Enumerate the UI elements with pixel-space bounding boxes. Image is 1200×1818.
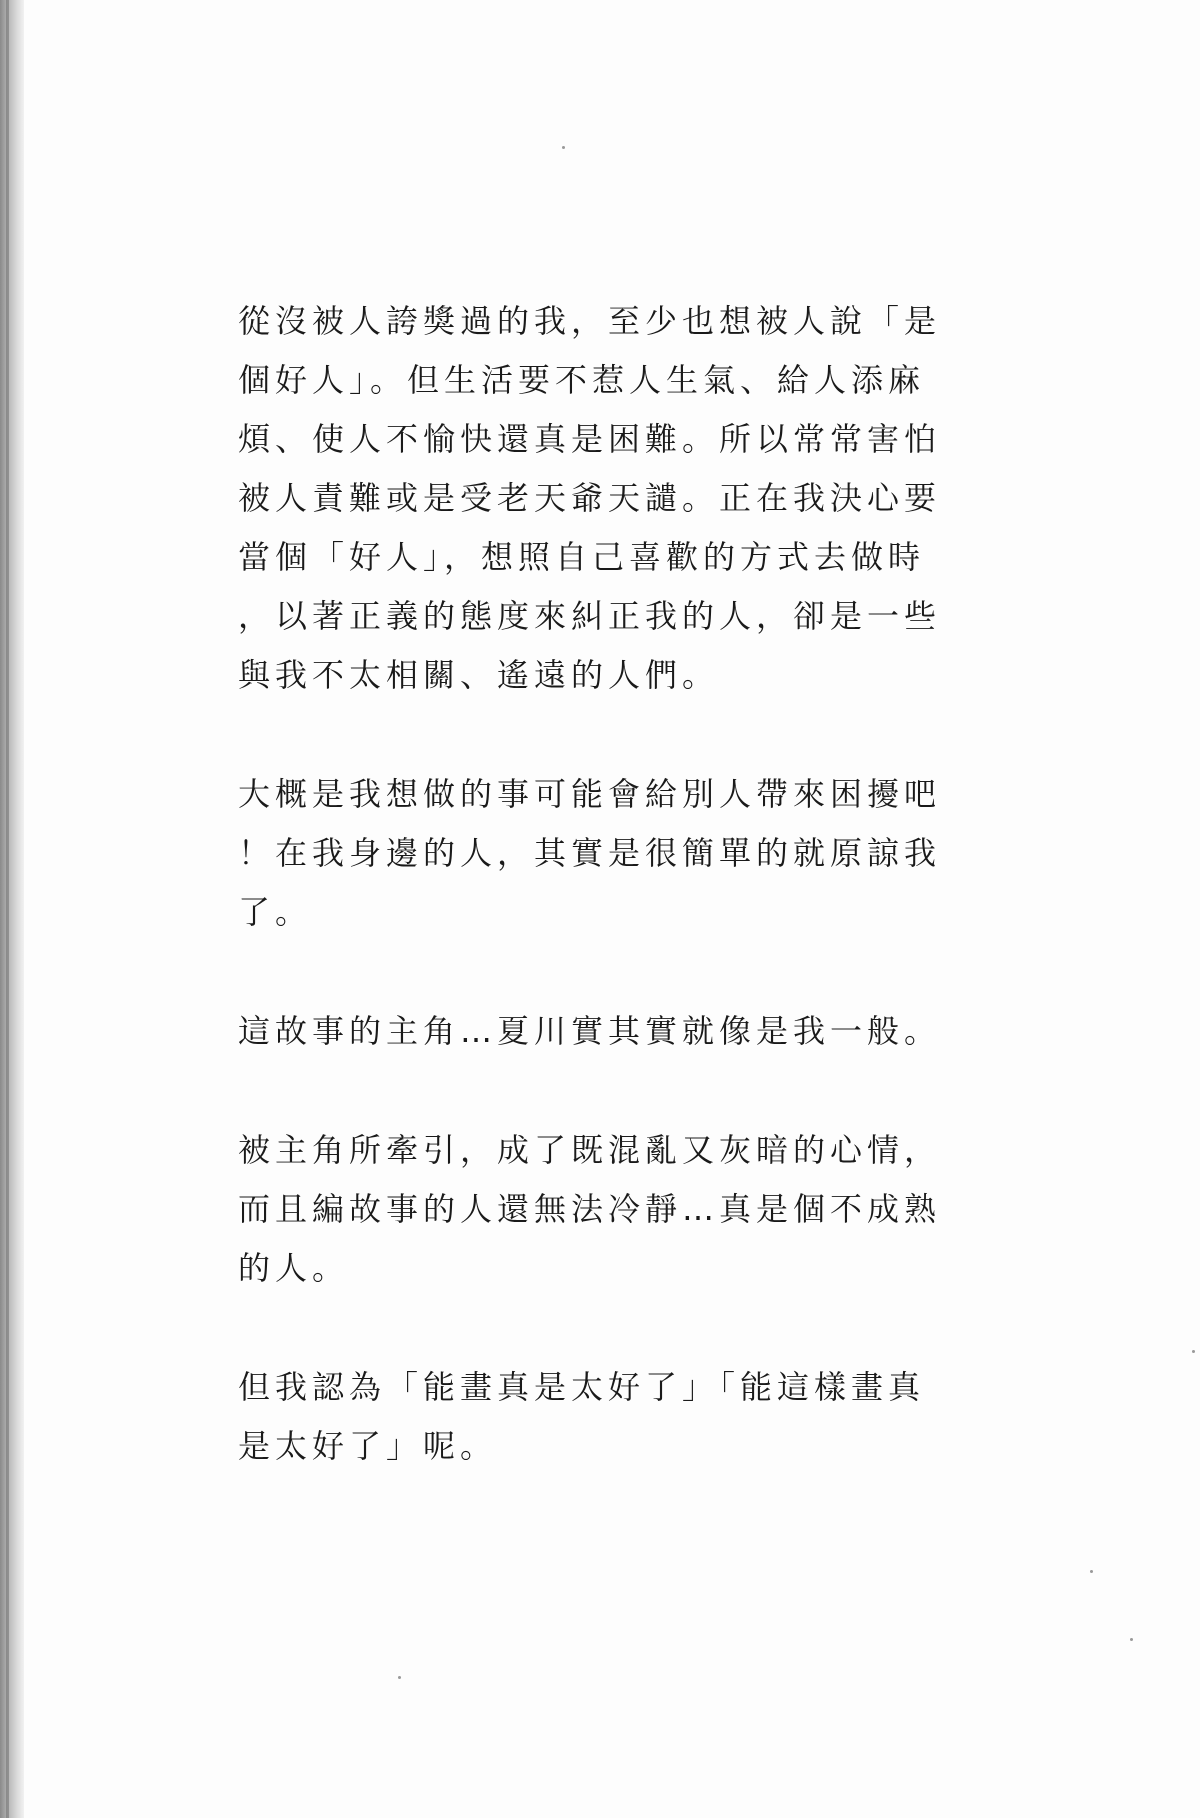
text-line: 但我認為「能畫真是太好了」「能這樣畫真 — [238, 1368, 926, 1406]
paragraph-5 — [238, 1358, 998, 1476]
scan-speck — [1090, 1570, 1093, 1573]
scan-speck — [1130, 1638, 1133, 1641]
text-line: 大概是我想做的事可能會給別人帶來困擾吧 — [238, 775, 942, 813]
paragraph-1 — [238, 292, 998, 705]
scan-speck — [1192, 1350, 1195, 1353]
text-line: 了。 — [238, 893, 313, 931]
text-line: 的人。 — [238, 1249, 350, 1287]
text-line: 與我不太相關、遙遠的人們。 — [238, 656, 720, 694]
paragraph-3 — [238, 1002, 998, 1061]
paragraph-2 — [238, 765, 998, 942]
text-line: 當個「好人」，想照自己喜歡的方式去做時 — [238, 538, 926, 576]
text-line: 被主角所牽引，成了既混亂又灰暗的心情， — [238, 1131, 942, 1169]
binding-edge — [0, 0, 24, 1818]
text-line: 這故事的主角…夏川實其實就像是我一般。 — [238, 1012, 942, 1050]
text-line: 而且編故事的人還無法冷靜…真是個不成熟 — [238, 1190, 942, 1228]
text-line: ，以著正義的態度來糾正我的人，卻是一些 — [238, 597, 942, 635]
text-line: 是太好了」呢。 — [238, 1427, 498, 1465]
text-line: 煩、使人不愉快還真是困難。所以常常害怕 — [238, 420, 942, 458]
text-line: 被人責難或是受老天爺天譴。正在我決心要 — [238, 479, 942, 517]
text-line: 個好人」。但生活要不惹人生氣、給人添麻 — [238, 361, 926, 399]
scan-speck — [398, 1676, 401, 1679]
afterword-text — [238, 292, 998, 1536]
paragraph-4 — [238, 1121, 998, 1298]
text-line: 從沒被人誇獎過的我，至少也想被人說「是 — [238, 302, 942, 340]
text-line: ！在我身邊的人，其實是很簡單的就原諒我 — [238, 834, 942, 872]
binding-shadow-line — [6, 0, 9, 1818]
scan-speck — [562, 146, 565, 149]
